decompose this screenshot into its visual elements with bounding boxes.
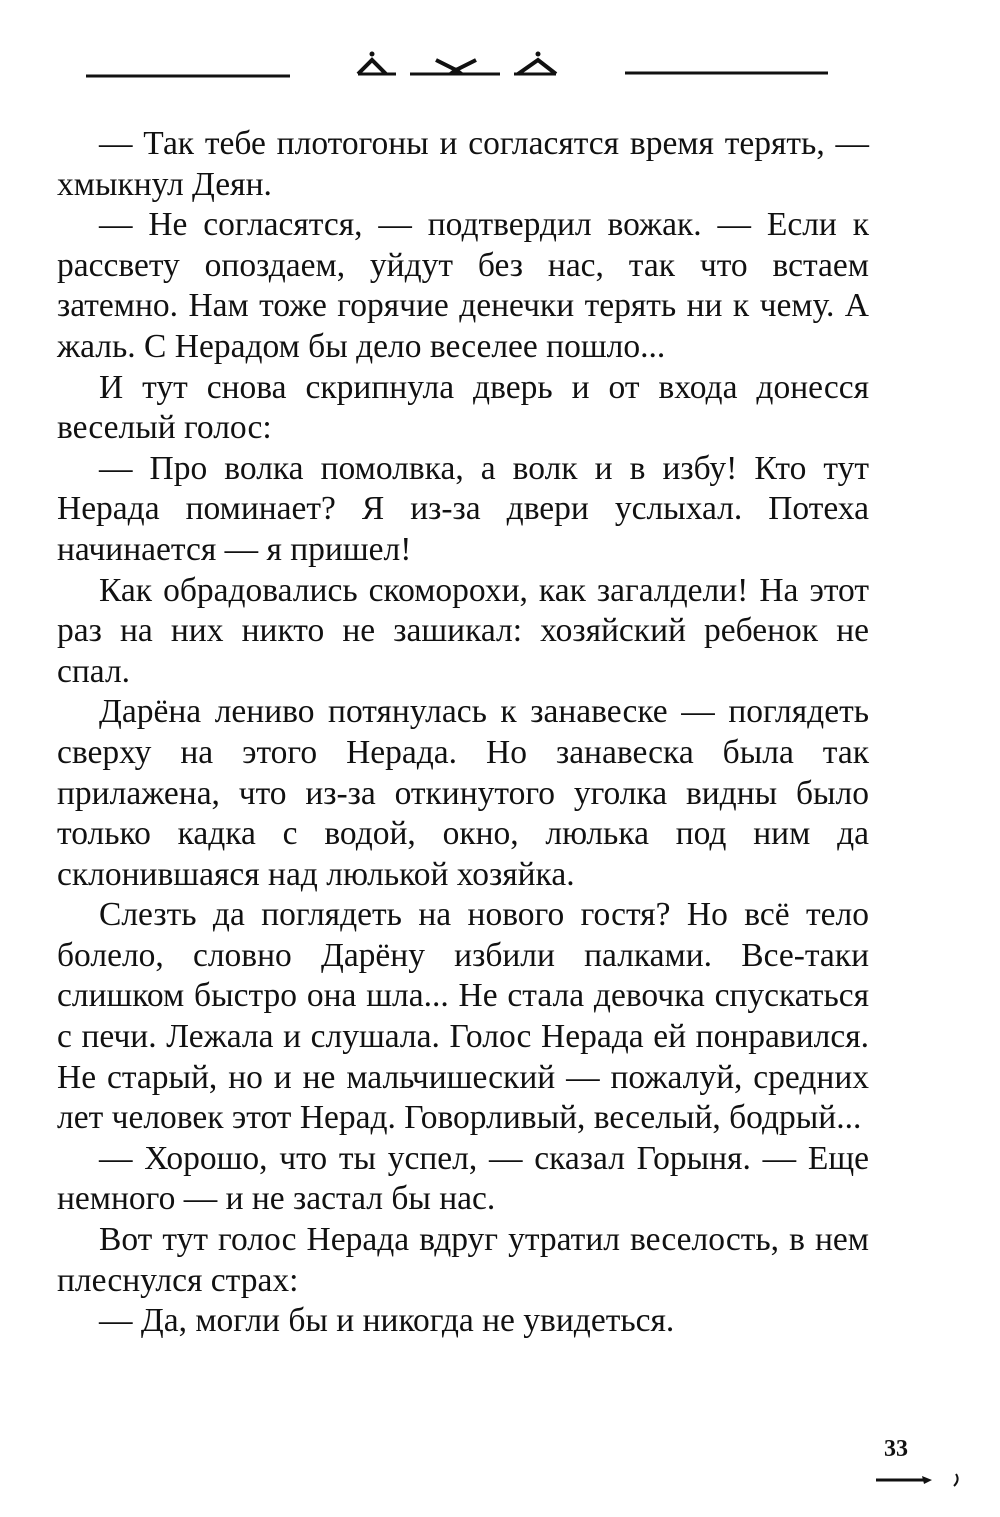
body-text: [57, 124, 869, 1342]
paragraph: Как обрадовались скоморохи, как загалдели! На этот раз на них никто не зашикал: хозяйский ребенок не спал.: [57, 571, 869, 690]
ornament-center-icon: [410, 60, 500, 74]
paragraph: — Хорошо, что ты успел, — сказал Горыня. — Еще немного — и не застал бы нас.: [57, 1139, 869, 1218]
paragraph: Вот тут голос Нерада вдруг утратил веселость, в нем плеснулся страх:: [57, 1221, 869, 1299]
paragraph: И тут снова скрипнула дверь и от входа донесся веселый голос:: [57, 368, 869, 447]
paragraph: — Так тебе плотогоны и согласятся время терять, — хмыкнул Деян.: [57, 125, 869, 203]
paragraph: Дарёна лениво потянулась к занавеске — поглядеть сверху на этого Нерада. Но занавеска была так прилажена, что из-за откинутого уголка видны было только кадка с водой, окно, люлька под ним да склонившаяся над люлькой хозяйка.: [57, 693, 869, 893]
header-ornament-graphic: [0, 40, 1000, 100]
ornament-right-icon: [514, 52, 556, 75]
ornament-left-icon: [358, 52, 396, 75]
page-header-ornament: [0, 40, 1000, 100]
paragraph: Слезть да поглядеть на нового гостя? Но всё тело болело, словно Дарёну избили палками. Все-таки слишком быстро она шла... Не стала девочка спускаться с печи. Лежала и слушала. Голос Нерада ей понравился. Не старый, но и не мальчишеский — пожалуй, средних лет человек этот Нерад. Говорливый, веселый, бодрый...: [57, 896, 869, 1137]
paragraph: — Да, могли бы и никогда не увидеться.: [99, 1302, 675, 1340]
page-number: 33: [884, 1436, 908, 1462]
footer-rule: [876, 1470, 964, 1490]
paragraph: — Не согласятся, — подтвердил вожак. — Если к рассвету опоздаем, уйдут без нас, так что встаем затемно. Нам тоже горячие денечки терять ни к чему. А жаль. С Нерадом бы дело веселее пошло...: [57, 206, 869, 365]
paragraph: — Про волка помолвка, а волк и в избу! Кто тут Нерада поминает? Я из-за двери услыхал. Потеха начинается — я пришел!: [57, 449, 869, 568]
